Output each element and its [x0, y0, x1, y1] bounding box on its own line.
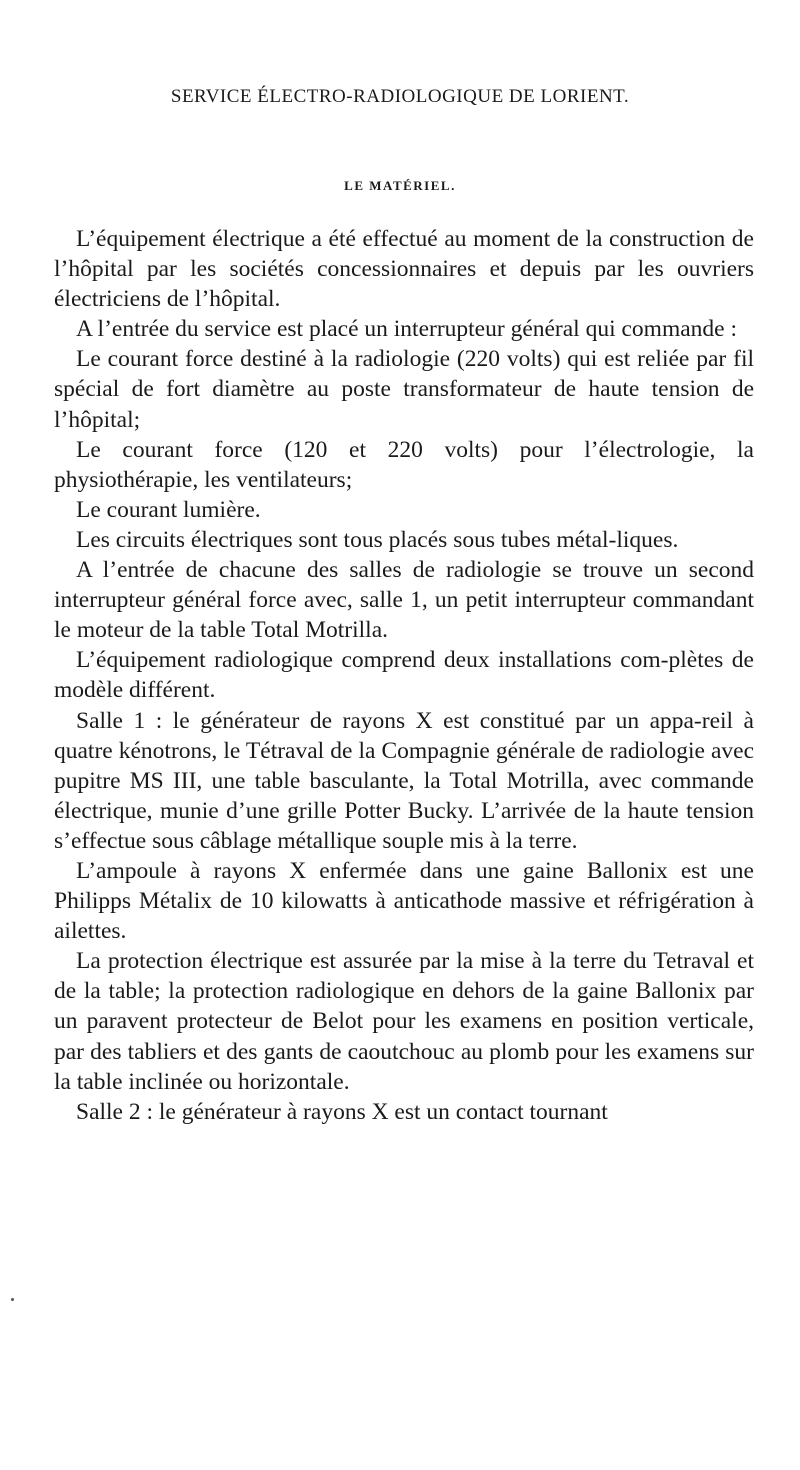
paragraph: A l’entrée de chacune des salles de radiologie se trouve un second interrupteur général force avec, salle 1, un petit interrupteur commandant le moteur de la table Total Motrilla.	[54, 557, 754, 644]
margin-speck	[11, 1298, 14, 1301]
paragraph: Le courant force (120 et 220 volts) pour l’électrologie, la physiothérapie, les ventilateurs;	[54, 436, 754, 493]
paragraph: L’équipement électrique a été effectué au moment de la construction de l’hôpital par les sociétés concessionnaires et depuis par les ouvriers électriciens de l’hôpital.	[54, 226, 754, 313]
paragraph: Salle 2 : le générateur à rayons X est un contact tournant	[76, 1098, 608, 1125]
running-head: SERVICE ÉLECTRO-RADIOLOGIQUE DE LORIENT.	[170, 86, 630, 107]
section-title: LE MATÉRIEL.	[344, 178, 456, 193]
paragraph: L’équipement radiologique comprend deux installations com-plètes de modèle différent.	[54, 647, 754, 704]
paragraph: L’ampoule à rayons X enfermée dans une gaine Ballonix est une Philipps Métalix de 10 kilowatts à anticathode massive et réfrigération à ailettes.	[54, 857, 754, 945]
paragraph: A l’entrée du service est placé un interrupteur général qui commande :	[76, 316, 737, 343]
body-text	[54, 224, 754, 1127]
paragraph: Le courant lumière.	[76, 496, 261, 523]
paragraph: La protection électrique est assurée par la mise à la terre du Tetraval et de la table; la protection radiologique en dehors de la gaine Ballonix par un paravent protecteur de Belot pour les examens en position verticale, par des tabliers et des gants de caoutchouc au plomb pour les examens sur la table inclinée ou horizontale.	[54, 948, 754, 1095]
paragraph: Salle 1 : le générateur de rayons X est constitué par un appa-reil à quatre kénotrons, le Tétraval de la Compagnie générale de radiologie avec pupitre MS III, une table basculante, la Total Motrilla, avec commande électrique, munie d’une grille Potter Bucky. L’arrivée de la haute tension s’effectue sous câblage métallique souple mis à la terre.	[54, 707, 754, 854]
paragraph: Les circuits électriques sont tous placés sous tubes métal-liques.	[76, 526, 679, 553]
paragraph: Le courant force destiné à la radiologie (220 volts) qui est reliée par fil spécial de fort diamètre au poste transformateur de haute tension de l’hôpital;	[54, 346, 754, 433]
